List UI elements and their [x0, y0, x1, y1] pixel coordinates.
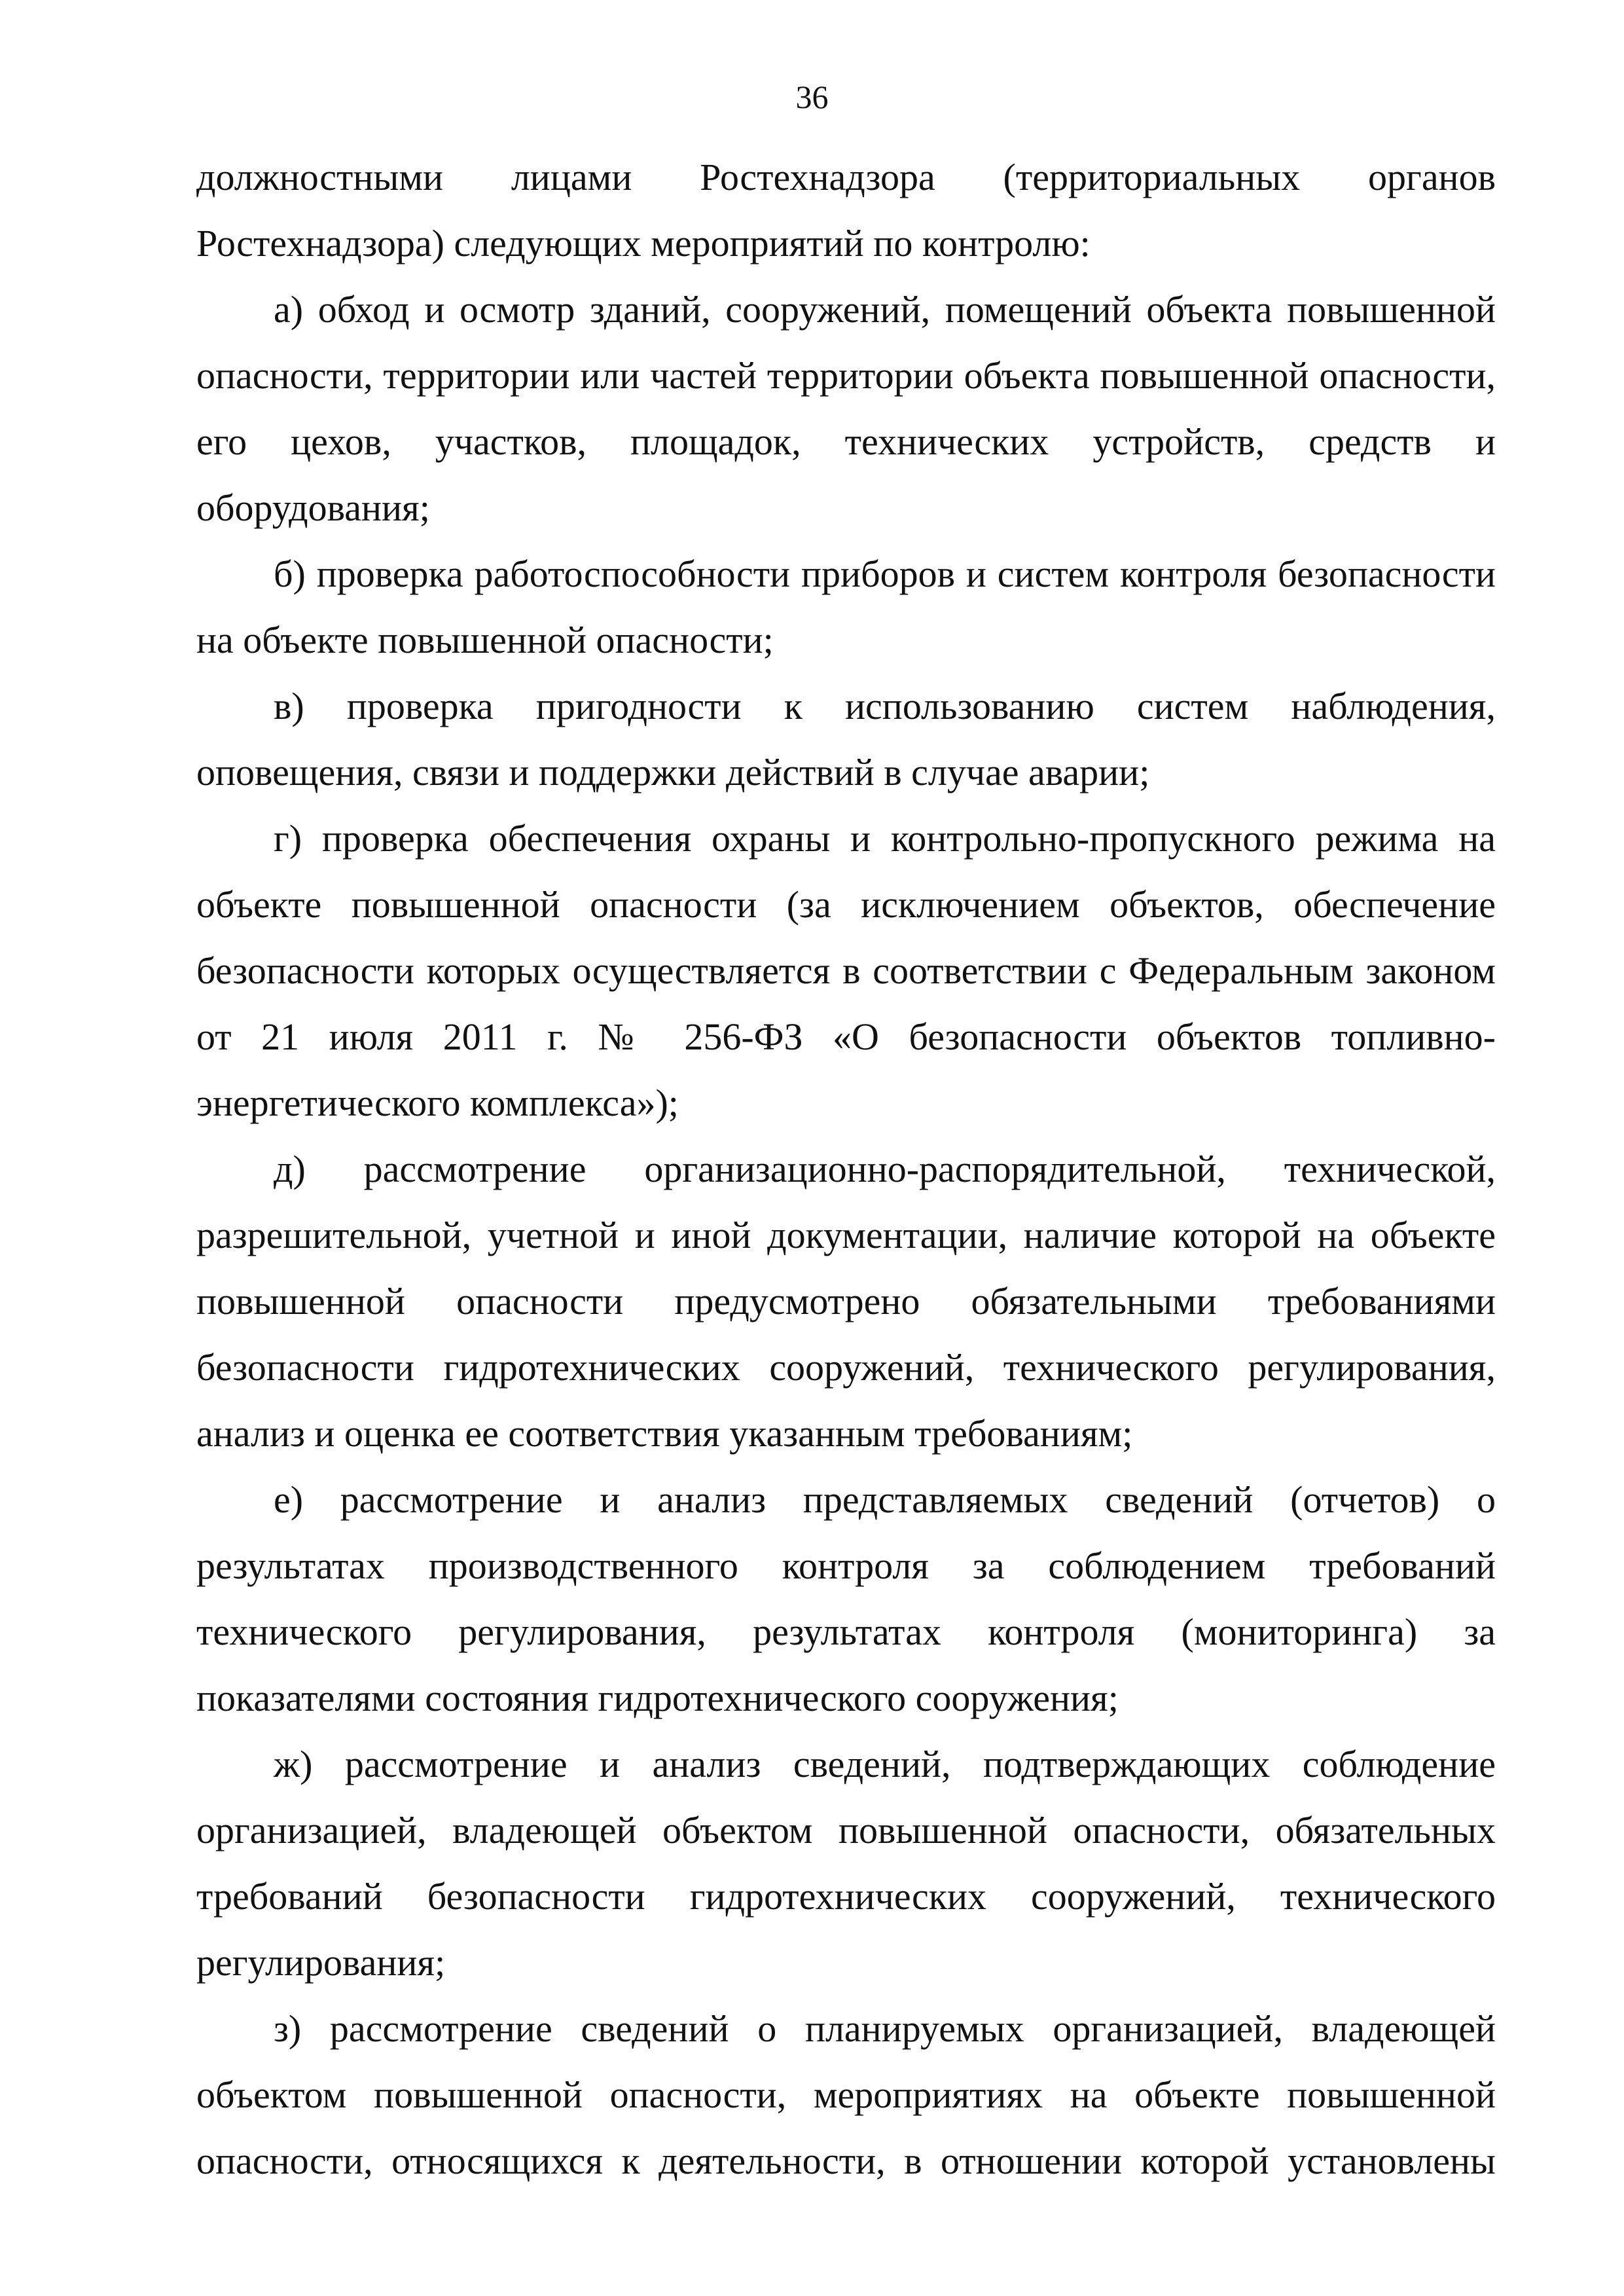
paragraph-item-v: в) проверка пригодности к использованию систем наблюдения, оповещения, связи и поддержки действий в случае аварии; — [196, 685, 1496, 793]
paragraph-item-zh: ж) рассмотрение и анализ сведений, подтверждающих соблюдение организацией, владеющей объектом повышенной опасности, обязательных требований безопасности гидротехнических сооружений, технического регулирования; — [196, 1743, 1496, 1984]
paragraph-item-b: б) проверка работоспособности приборов и систем контроля безопасности на объекте повышенной опасности; — [196, 553, 1496, 661]
paragraph-item-a: а) обход и осмотр зданий, сооружений, помещений объекта повышенной опасности, территории или частей территории объекта повышенной опасности, его цехов, участков, площадок, технических устройств, средств и оборудования; — [196, 288, 1496, 529]
paragraph-item-z: з) рассмотрение сведений о планируемых организацией, владеющей объектом повышенной опасности, мероприятиях на объекте повышенной опасности, относящихся к деятельности, в отношении которой установлены — [196, 2007, 1496, 2182]
paragraph-item-d: д) рассмотрение организационно-распорядительной, технической, разрешительной, учетной и иной документации, наличие которой на объекте повышенной опасности предусмотрено обязательными требованиями безопасности гидротехнических сооружений, технического регулирования, анализ и оценка ее соответствия указанным требованиям; — [196, 1148, 1496, 1455]
page-number: 36 — [795, 79, 829, 115]
paragraph-item-g: г) проверка обеспечения охраны и контрольно-пропускного режима на объекте повышенной опасности (за исключением объектов, обеспечение безопасности которых осуществляется в соответствии с Федеральным законом от 21 июля 2011 г. № 256-ФЗ «О безопасности объектов топливно-энергетического комплекса»); — [196, 817, 1496, 1124]
document-body — [196, 144, 1496, 2194]
paragraph-intro: должностными лицами Ростехнадзора (территориальных органов Ростехнадзора) следующих мероприятий по контролю: — [196, 156, 1496, 264]
paragraph-item-e: е) рассмотрение и анализ представляемых сведений (отчетов) о результатах производственного контроля за соблюдением требований технического регулирования, результатах контроля (мониторинга) за показателями состояния гидротехнического сооружения; — [196, 1478, 1496, 1719]
